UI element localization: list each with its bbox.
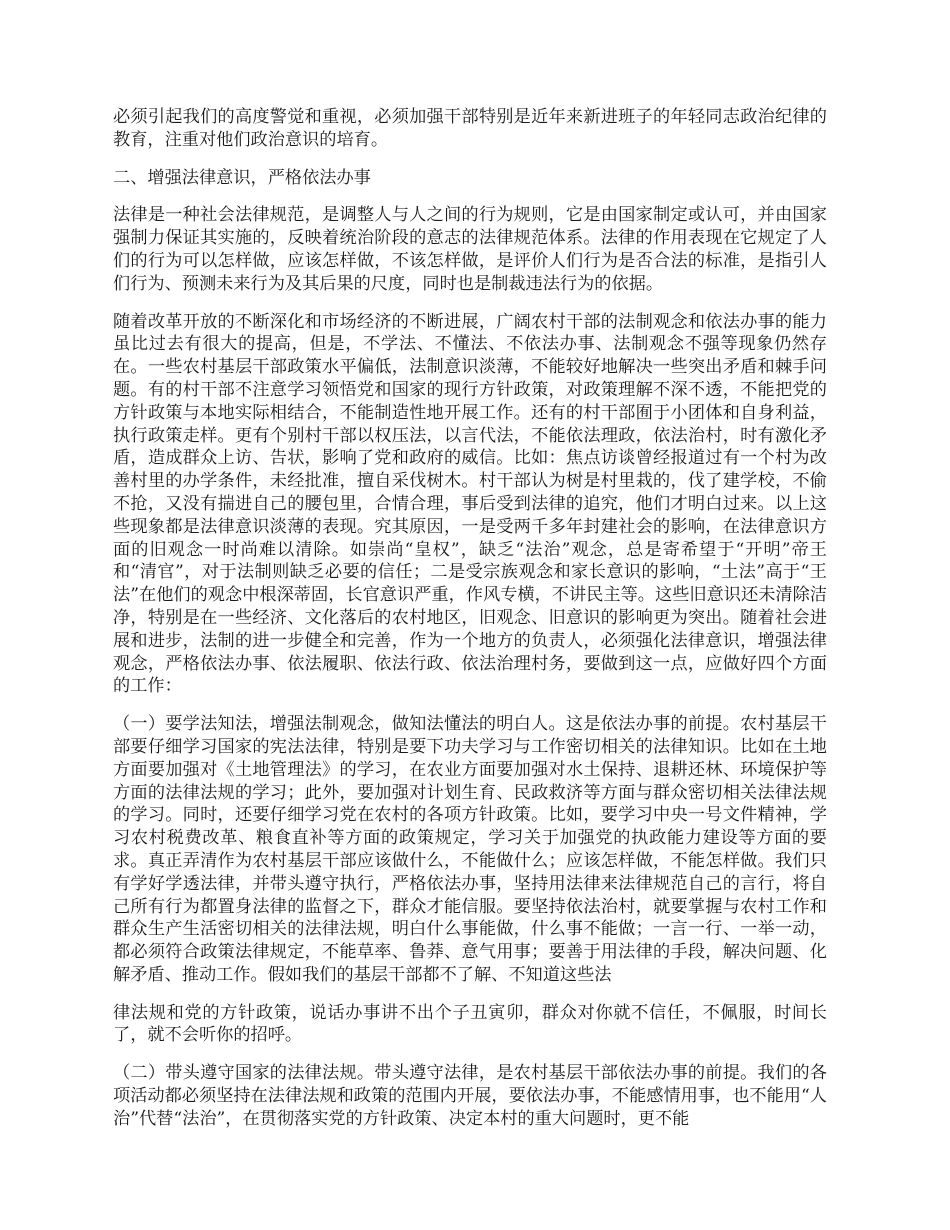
paragraph-law-definition: 法律是一种社会法律规范，是调整人与人之间的行为规则，它是由国家制定或认可，并由国家强制力保证其实施的，反映着统治阶段的意志的法律规范体系。法律的作用表现在它规定了人们的行为可以怎样做，应该怎样做，不该怎样做，是评价人们行为是否合法的标准，是指引人们行为、预测未来行为及其后果的尺度，同时也是制裁违法行为的依据。: [113, 205, 827, 294]
document-page: [113, 106, 827, 1146]
paragraph-obey-law: （二）带头遵守国家的法律法规。带头遵守法律，是农村基层干部依法办事的前提。我们的各项活动都必须坚持在法律法规和政策的范围内开展，要依法办事，不能感情用事，也不能用“人治”代替“法治”，在贯彻落实党的方针政策、决定本村的重大问题时，更不能: [113, 1063, 827, 1129]
paragraph-study-law: （一）要学法知法，增强法制观念，做知法懂法的明白人。这是依法办事的前提。农村基层干部要仔细学习国家的宪法法律，特别是要下功夫学习与工作密切相关的法律知识。比如在土地方面要加强对《土地管理法》的学习，在农业方面要加强对水土保持、退耕还林、环境保护等方面的法律法规的学习；此外，要加强对计划生育、民政救济等方面与群众密切相关法律法规的学习。同时，还要仔细学习党在农村的各项方针政策。比如，要学习中央一号文件精神，学习农村税费改革、粮食直补等方面的政策规定，学习关于加强党的执政能力建设等方面的要求。真正弄清作为农村基层干部应该做什么，不能做什么；应该怎样做，不能怎样做。我们只有学好学透法律，并带头遵守执行，严格依法办事，坚持用法律来法律规范自己的言行，将自己所有行为都置身法律的监督之下，群众才能信服。要坚持依法治村，就要掌握与农村工作和群众生产生活密切相关的法律法规，明白什么事能做，什么事不能做；一言一行、一举一动，都必须符合政策法律规定，不能草率、鲁莽、意气用事；要善于用法律的手段，解决问题、化解矛盾、推动工作。假如我们的基层干部都不了解、不知道这些法: [113, 714, 827, 985]
paragraph-policy-continuation: 律法规和党的方针政策，说话办事讲不出个子丑寅卯，群众对你就不信任，不佩服，时间长了，就不会听你的招呼。: [113, 1002, 827, 1046]
paragraph-rural-cadres-legal-awareness: 随着改革开放的不断深化和市场经济的不断进展，广阔农村干部的法制观念和依法办事的能力虽比过去有很大的提高，但是，不学法、不懂法、不依法办事、法制观念不强等现象仍然存在。一些农村基层干部政策水平偏低，法制意识淡薄，不能较好地解决一些突出矛盾和棘手问题。有的村干部不注意学习领悟党和国家的现行方针政策，对政策理解不深不透，不能把党的方针政策与本地实际相结合，不能制造性地开展工作。还有的村干部囿于小团体和自身利益，执行政策走样。更有个别村干部以权压法，以言代法，不能依法理政，依法治村，时有激化矛盾，造成群众上访、告状，影响了党和政府的威信。比如：焦点访谈曾经报道过有一个村为改善村里的办学条件，未经批准，擅自采伐树木。村干部认为树是村里栽的，伐了建学校，不偷不抢，又没有揣进自己的腰包里，合情合理，事后受到法律的追究，他们才明白过来。以上这些现象都是法律意识淡薄的表现。究其原因，一是受两千多年封建社会的影响，在法律意识方面的旧观念一时尚难以清除。如崇尚“皇权”，缺乏“法治”观念，总是寄希望于“开明”帝王和“清官”，对于法制则缺乏必要的信任；二是受宗族观念和家长意识的影响，“土法”高于“王法”在他们的观念中根深蒂固，长官意识严重，作风专横，不讲民主等。这些旧意识还未清除洁净，特别是在一些经济、文化落后的农村地区，旧观念、旧意识的影响更为突出。随着社会进展和进步，法制的进一步健全和完善，作为一个地方的负责人，必须强化法律意识，增强法律观念，严格依法办事、依法履职、依法行政、依法治理村务，要做到这一点，应做好四个方面的工作：: [113, 311, 827, 697]
paragraph-political-discipline: 必须引起我们的高度警觉和重视，必须加强干部特别是近年来新进班子的年轻同志政治纪律的教育，注重对他们政治意识的培育。: [113, 107, 827, 150]
section-heading-legal-awareness: 二、增强法律意识，严格依法办事: [113, 167, 371, 188]
